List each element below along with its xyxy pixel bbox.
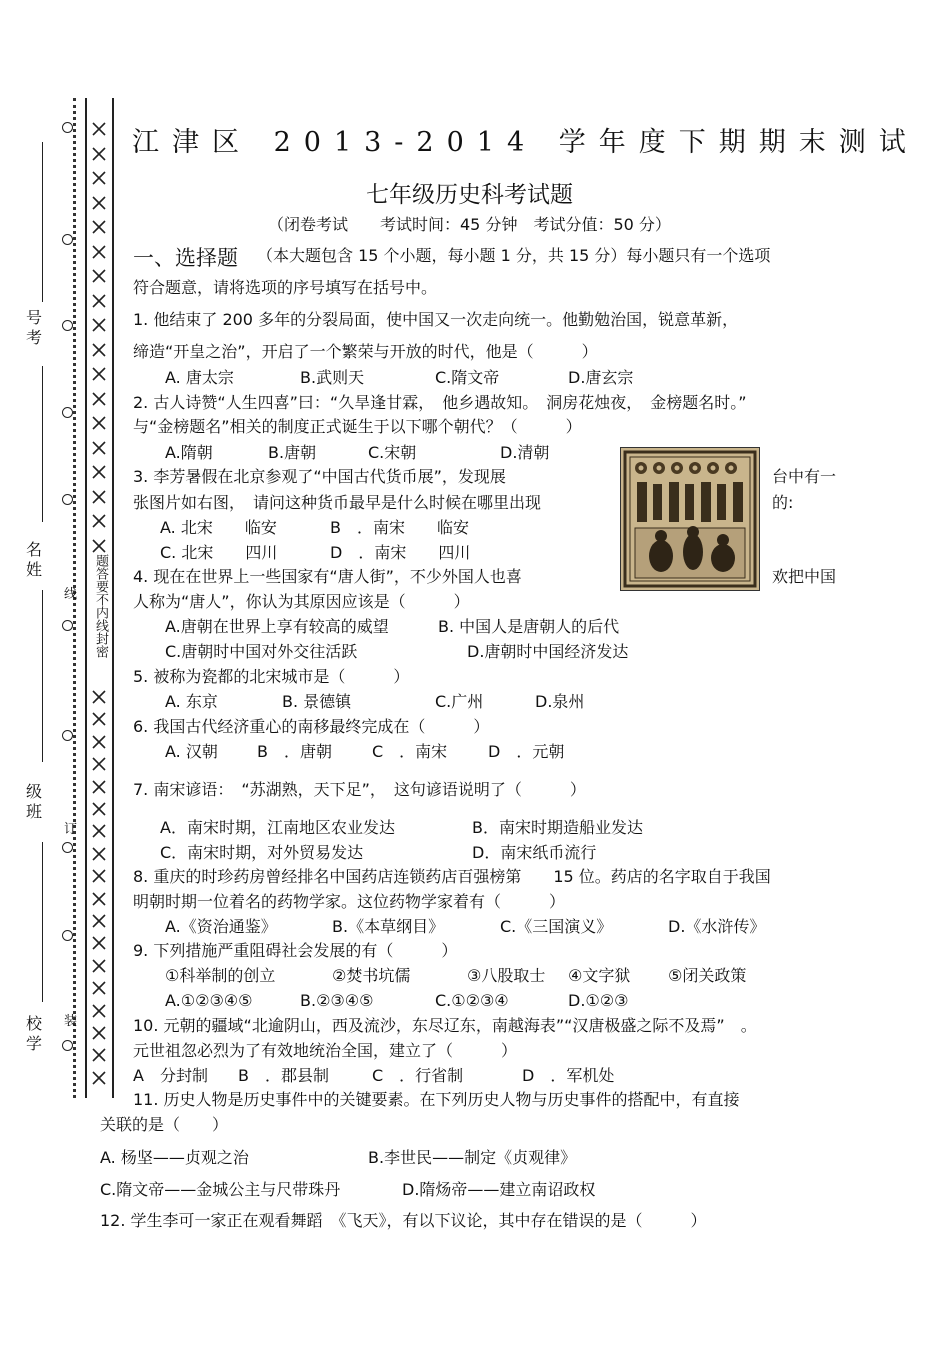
option: D ．南宋 四川	[330, 543, 471, 562]
paper-money-image	[620, 447, 760, 591]
cross-mark-icon	[90, 512, 108, 530]
zhuang-word: 装	[64, 1014, 78, 1029]
binding-hole-circle	[62, 842, 73, 853]
cross-mark-icon	[90, 755, 108, 773]
option: D.清朝	[500, 443, 550, 462]
margin-label-text: 级 班	[25, 782, 42, 821]
statement: ④文字狱	[568, 966, 631, 985]
option: D.①②③	[568, 991, 629, 1010]
question-3: 台中有一	[772, 467, 837, 486]
cross-mark-icon	[90, 218, 108, 236]
question-4: 欢把中国	[772, 567, 837, 586]
cross-mark-icon	[90, 267, 108, 285]
option: B．南宋时期造船业发达	[472, 818, 643, 837]
binding-hole-circle	[62, 1040, 73, 1051]
option: B ．南宋 临安	[330, 518, 469, 537]
question-3: 3. 李芳暑假在北京参观了“中国古代货币展”，发现展	[133, 467, 506, 486]
fill-line	[42, 366, 43, 522]
question-3: 的:	[772, 493, 794, 512]
question-9: 9. 下列措施严重阻碍社会发展的有（ ）	[133, 941, 458, 960]
option: D ．军机处	[522, 1066, 615, 1085]
margin-label-text: 校 学	[25, 1014, 42, 1053]
binding-hole-circle	[62, 930, 73, 941]
cross-mark-icon	[90, 194, 108, 212]
option: D.泉州	[535, 692, 585, 711]
section-heading: 一、选择题	[133, 246, 238, 270]
option: A.唐朝在世界上享有较高的威望	[165, 617, 389, 636]
option: C.①②③④	[435, 991, 509, 1010]
option: B.李世民——制定《贞观律》	[368, 1148, 577, 1167]
statement: ①科举制的创立	[165, 966, 276, 985]
binding-hole-circle	[62, 234, 73, 245]
cross-mark-icon	[90, 934, 108, 952]
margin-label-text: 号 考	[25, 308, 42, 347]
option: D．南宋纸币流行	[472, 843, 597, 862]
paper-money-illustration	[621, 448, 759, 590]
cross-mark-icon	[90, 979, 108, 997]
question-6: 6. 我国古代经济重心的南移最终完成在（ ）	[133, 717, 490, 736]
statement: ⑤闭关政策	[668, 966, 747, 985]
label-class	[24, 782, 44, 822]
question-8: 8. 重庆的时珍药房曾经排名中国药店连锁药店百强榜第 15 位。药店的名字取自于我国	[133, 867, 771, 886]
label-exam-number	[24, 308, 44, 348]
cross-mark-icon	[90, 292, 108, 310]
option: C.隋文帝——金城公主与尺带珠丹	[100, 1180, 341, 1199]
option: B.②③④⑤	[300, 991, 374, 1010]
option: C.广州	[435, 692, 484, 711]
binding-hole-circle	[62, 320, 73, 331]
option: A 分封制	[133, 1066, 208, 1085]
question-7: 7. 南宋谚语： “苏湖熟，天下足”， 这句谚语说明了（ ）	[133, 780, 586, 799]
question-8: 明朝时期一位着名的药物学家。这位药物学家着有（ ）	[133, 892, 566, 911]
option: A. 杨坚——贞观之治	[100, 1148, 249, 1167]
fill-line	[42, 590, 43, 762]
binding-hole-circle	[62, 730, 73, 741]
cross-mark-icon	[90, 316, 108, 334]
statement: ②焚书坑儒	[332, 966, 411, 985]
cross-mark-icon	[90, 1002, 108, 1020]
cross-mark-icon	[90, 390, 108, 408]
page-subtitle: 七年级历史科考试题	[366, 182, 573, 208]
cross-mark-icon	[90, 169, 108, 187]
cross-mark-icon	[90, 912, 108, 930]
option: B.武则天	[300, 368, 365, 387]
option: B ．唐朝	[257, 742, 332, 761]
page-title: 江津区 2013-2014 学年度下期期末测试	[132, 127, 919, 158]
option: C.隋文帝	[435, 368, 500, 387]
cross-mark-icon	[90, 688, 108, 706]
binding-hole-circle	[62, 620, 73, 631]
option: D.唐玄宗	[568, 368, 634, 387]
cross-mark-icon	[90, 1046, 108, 1064]
option: B.《本草纲目》	[332, 917, 445, 936]
binding-border-line	[85, 98, 87, 1098]
statement: ③八股取士	[467, 966, 546, 985]
cross-mark-icon	[90, 341, 108, 359]
question-2: 与“金榜题名”相关的制度正式诞生于以下哪个朝代？（ ）	[133, 417, 582, 436]
cross-mark-icon	[90, 822, 108, 840]
option: D.《水浒传》	[668, 917, 766, 936]
option: C.宋朝	[368, 443, 417, 462]
option: A. 北宋 临安	[160, 518, 277, 537]
option: D.隋炀帝——建立南诏政权	[402, 1180, 596, 1199]
section-instruction: 符合题意，请将选项的序号填写在括号中。	[133, 278, 438, 297]
cross-mark-icon	[90, 957, 108, 975]
question-4: 人称为“唐人”，你认为其原因应该是（ ）	[133, 592, 470, 611]
label-name	[24, 540, 44, 580]
cross-mark-icon	[90, 463, 108, 481]
cross-mark-icon	[90, 800, 108, 818]
option: C. 北宋 四川	[160, 543, 278, 562]
cross-mark-icon	[90, 120, 108, 138]
question-12: 12. 学生李可一家正在观看舞蹈 《飞天》，有以下议论，其中存在错误的是（ ）	[100, 1211, 707, 1230]
cross-mark-icon	[90, 439, 108, 457]
option: C ．南宋	[372, 742, 448, 761]
option: B. 中国人是唐朝人的后代	[438, 617, 620, 636]
binding-border-line	[112, 98, 114, 1098]
question-2: 2. 古人诗赞“人生四喜”曰：“久旱逢甘霖， 他乡遇故知。 洞房花烛夜， 金榜题名时。”	[133, 393, 747, 412]
option: C．南宋时期，对外贸易发达	[160, 843, 364, 862]
option: D ．元朝	[488, 742, 565, 761]
cross-mark-icon	[90, 733, 108, 751]
exam-info: （闭卷考试 考试时间：45 分钟 考试分值：50 分）	[268, 215, 671, 234]
cross-mark-icon	[90, 1024, 108, 1042]
cross-mark-icon	[90, 890, 108, 908]
question-10: 10. 元朝的疆域“北逾阴山，西及流沙，东尽辽东，南越海表”“汉唐极盛之际不及焉” 。	[133, 1016, 757, 1035]
section-instruction: （本大题包含 15 个小题，每小题 1 分，共 15 分）每小题只有一个选项	[257, 246, 771, 265]
binding-hole-circle	[62, 122, 73, 133]
cross-mark-icon	[90, 1069, 108, 1087]
option: A．南宋时期，江南地区农业发达	[160, 818, 395, 837]
option: A.《资治通鉴》	[165, 917, 277, 936]
option: C ．行省制	[372, 1066, 464, 1085]
margin-label-text: 名 姓	[25, 540, 42, 579]
option: A.隋朝	[165, 443, 213, 462]
ding-word: 订	[64, 822, 78, 837]
fill-line	[42, 842, 43, 1002]
option: D.唐朝时中国经济发达	[467, 642, 629, 661]
binding-hole-circle	[62, 494, 73, 505]
question-5: 5. 被称为瓷都的北宋城市是（ ）	[133, 667, 410, 686]
option: B.唐朝	[268, 443, 317, 462]
label-school	[24, 1014, 44, 1054]
cross-mark-icon	[90, 243, 108, 261]
option: A. 唐太宗	[165, 368, 234, 387]
question-11: 11. 历史人物是历史事件中的关键要素。在下列历史人物与历史事件的搭配中，有直接	[133, 1090, 740, 1109]
cross-mark-icon	[90, 414, 108, 432]
cross-mark-icon	[90, 537, 108, 555]
binding-hole-circle	[62, 407, 73, 418]
fill-line	[42, 142, 43, 302]
option: B ．郡县制	[238, 1066, 329, 1085]
cross-mark-icon	[90, 145, 108, 163]
cross-mark-icon	[90, 778, 108, 796]
cross-mark-icon	[90, 710, 108, 728]
cross-mark-icon	[90, 867, 108, 885]
cross-mark-icon	[90, 365, 108, 383]
line-word: 线	[64, 587, 78, 602]
question-3: 张图片如右图， 请问这种货币最早是什么时候在哪里出现	[133, 493, 542, 512]
cross-mark-icon	[90, 488, 108, 506]
option: C.《三国演义》	[500, 917, 613, 936]
cross-mark-icon	[90, 845, 108, 863]
option: B. 景德镇	[282, 692, 352, 711]
question-11: 关联的是（ ）	[100, 1115, 229, 1134]
question-4: 4. 现在在世界上一些国家有“唐人街”，不少外国人也喜	[133, 567, 522, 586]
question-10: 元世祖忽必烈为了有效地统治全国，建立了（ ）	[133, 1041, 518, 1060]
option: A.①②③④⑤	[165, 991, 253, 1010]
question-1: 缔造“开皇之治”，开启了一个繁荣与开放的时代，他是（ ）	[133, 342, 598, 361]
question-1: 1. 他结束了 200 多年的分裂局面，使中国又一次走向统一。他勤勉治国，锐意革新，	[133, 310, 739, 329]
seal-notice: 题答要不内线封密	[93, 554, 108, 658]
option: A. 汉朝	[165, 742, 218, 761]
option: C.唐朝时中国对外交往活跃	[165, 642, 358, 661]
option: A. 东京	[165, 692, 218, 711]
